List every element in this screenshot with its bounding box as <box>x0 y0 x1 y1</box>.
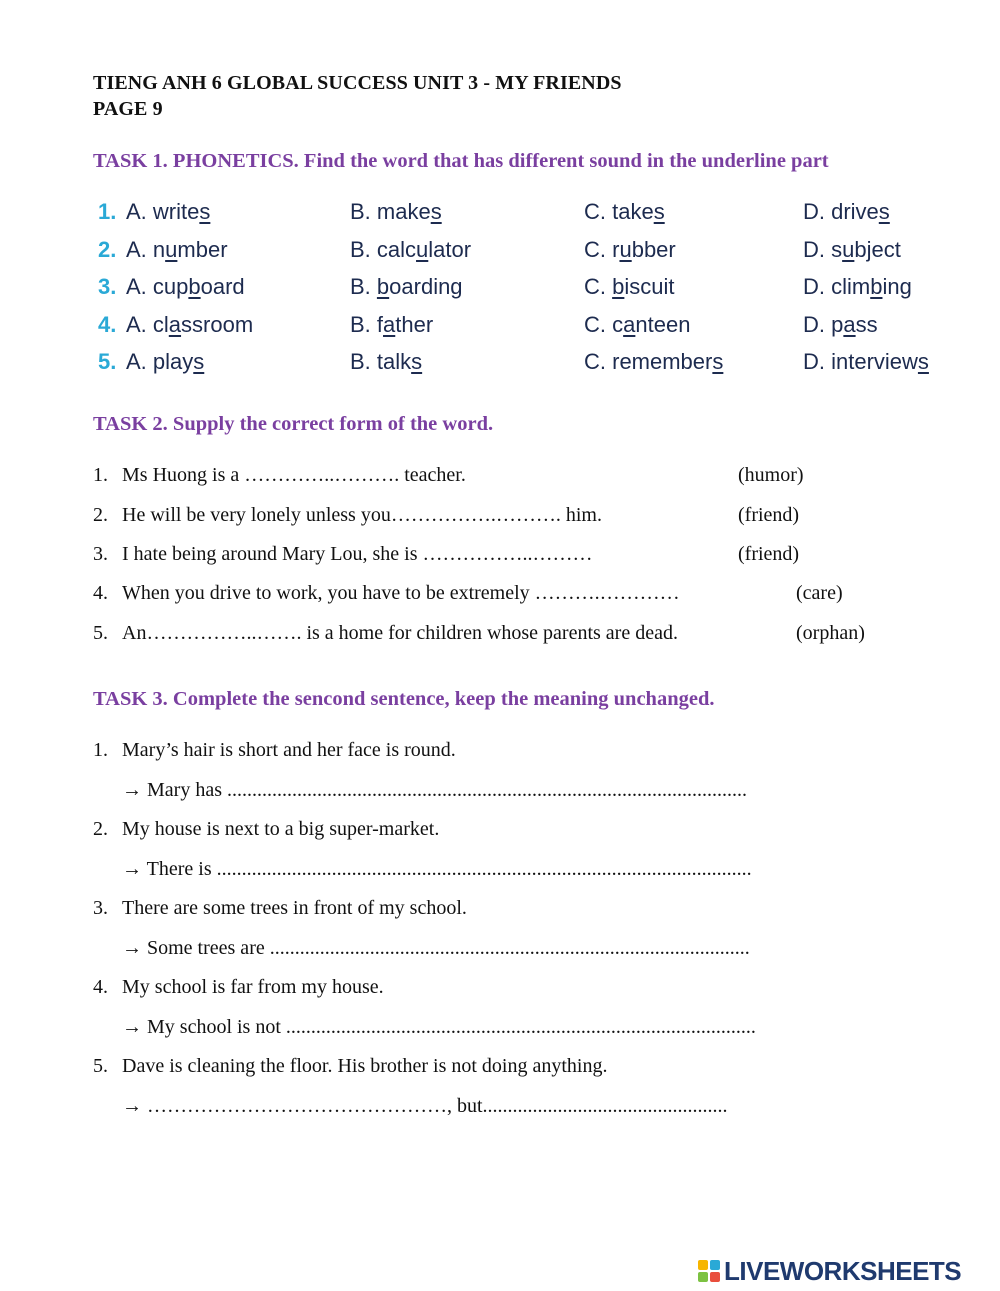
rewrite-answer-line[interactable]: → There is ........................................................................................................... <box>122 858 752 880</box>
option-text: A. cup <box>126 274 189 299</box>
item-number: 2. <box>93 504 108 526</box>
page-number: PAGE 9 <box>93 98 163 120</box>
word-hint: (humor) <box>738 464 804 486</box>
answer-option[interactable] <box>803 199 890 225</box>
question-number: 4. <box>98 312 117 337</box>
question-number: 2. <box>98 237 117 262</box>
option-text: C. c <box>584 312 624 337</box>
underlined-letters: a <box>383 312 396 337</box>
option-text: iscuit <box>624 274 675 299</box>
answer-option[interactable] <box>350 237 471 263</box>
item-sentence: There are some trees in front of my school. <box>122 897 467 919</box>
phonetics-question-row <box>98 349 958 379</box>
answer-option[interactable] <box>126 349 204 375</box>
underlined-letters: s <box>653 199 665 224</box>
option-text: lator <box>428 237 472 262</box>
liveworksheets-logo <box>697 1256 997 1286</box>
option-text: C. <box>584 274 613 299</box>
underlined-letters: s <box>917 349 929 374</box>
item-number: 1. <box>93 464 108 486</box>
option-text: D. s <box>803 237 843 262</box>
item-number: 5. <box>93 622 108 644</box>
question-number: 3. <box>98 274 117 299</box>
option-text: bject <box>854 237 901 262</box>
question-number: 1. <box>98 199 117 224</box>
option-text: B. make <box>350 199 431 224</box>
answer-option[interactable] <box>126 237 228 263</box>
rewrite-answer-line[interactable]: → Some trees are ................................................................................................ <box>122 937 750 959</box>
answer-option[interactable] <box>126 312 253 338</box>
option-text: D. p <box>803 312 844 337</box>
item-number: 3. <box>93 543 108 565</box>
item-sentence: My school is far from my house. <box>122 976 384 998</box>
answer-option[interactable] <box>803 274 912 300</box>
answer-option[interactable] <box>350 312 433 338</box>
item-number: 5. <box>93 1055 108 1077</box>
underlined-letters: s <box>411 349 423 374</box>
underlined-letters: a <box>168 312 182 337</box>
liveworksheets-logo-icon <box>697 1259 721 1283</box>
answer-option[interactable] <box>803 237 901 263</box>
underlined-letters: s <box>878 199 890 224</box>
option-text: B. talk <box>350 349 412 374</box>
option-text: ther <box>395 312 434 337</box>
underlined-letters: u <box>165 237 178 262</box>
option-text: A. n <box>126 237 166 262</box>
rewrite-answer-line[interactable]: → ………………………………………, but................................................. <box>122 1095 728 1117</box>
word-hint: (friend) <box>738 543 800 565</box>
answer-option[interactable] <box>350 199 442 225</box>
phonetics-question-row <box>98 237 958 267</box>
item-number: 1. <box>93 739 108 761</box>
option-text: C. take <box>584 199 654 224</box>
item-sentence: Dave is cleaning the floor. His brother is not doing anything. <box>122 1055 608 1077</box>
task1-heading: TASK 1. PHONETICS. Find the word that has different sound in the underline part <box>93 150 829 172</box>
phonetics-question-row <box>98 274 958 304</box>
underlined-letters: a <box>843 312 856 337</box>
item-sentence: I hate being around Mary Lou, she is ……………..……… <box>122 543 593 565</box>
item-number: 4. <box>93 582 108 604</box>
underlined-letters: a <box>623 312 636 337</box>
option-text: A. play <box>126 349 194 374</box>
option-text: nteen <box>635 312 691 337</box>
underlined-letters: u <box>842 237 855 262</box>
underlined-letters: s <box>199 199 211 224</box>
item-sentence: When you drive to work, you have to be extremely ……….………… <box>122 582 680 604</box>
answer-option[interactable] <box>126 199 210 225</box>
item-number: 4. <box>93 976 108 998</box>
question-number: 5. <box>98 349 117 374</box>
item-sentence: Mary’s hair is short and her face is round. <box>122 739 456 761</box>
item-sentence: An……………..……. is a home for children whose parents are dead. <box>122 622 678 644</box>
underlined-letters: s <box>712 349 724 374</box>
phonetics-question-row <box>98 199 958 229</box>
option-text: C. remember <box>584 349 713 374</box>
word-hint: (care) <box>796 582 843 604</box>
rewrite-answer-line[interactable]: → My school is not .............................................................................................. <box>122 1016 756 1038</box>
option-text: A. write <box>126 199 200 224</box>
phonetics-question-row <box>98 312 958 342</box>
option-text: ss <box>855 312 878 337</box>
answer-option[interactable] <box>350 274 463 300</box>
answer-option[interactable] <box>126 274 245 300</box>
answer-option[interactable] <box>584 199 665 225</box>
option-text: oard <box>200 274 245 299</box>
option-text: B. f <box>350 312 384 337</box>
option-text: C. r <box>584 237 620 262</box>
item-sentence: My house is next to a big super-market. <box>122 818 440 840</box>
option-text: D. clim <box>803 274 871 299</box>
item-number: 3. <box>93 897 108 919</box>
answer-option[interactable] <box>803 312 878 338</box>
answer-option[interactable] <box>803 349 929 375</box>
underlined-letters: u <box>416 237 429 262</box>
item-sentence: Ms Huong is a …………..………. teacher. <box>122 464 466 486</box>
option-text: B. calc <box>350 237 417 262</box>
answer-option[interactable] <box>350 349 422 375</box>
underlined-letters: b <box>870 274 883 299</box>
answer-option[interactable] <box>584 349 723 375</box>
worksheet-title: TIENG ANH 6 GLOBAL SUCCESS UNIT 3 - MY FRIENDS <box>93 72 622 94</box>
underlined-letters: b <box>188 274 201 299</box>
item-number: 2. <box>93 818 108 840</box>
answer-option[interactable] <box>584 274 675 300</box>
underlined-letters: b <box>376 274 390 299</box>
answer-option[interactable] <box>584 237 676 263</box>
task3-heading: TASK 3. Complete the sencond sentence, keep the meaning unchanged. <box>93 688 715 710</box>
answer-option[interactable] <box>584 312 690 338</box>
underlined-letters: s <box>430 199 442 224</box>
option-text: bber <box>631 237 676 262</box>
underlined-letters: u <box>619 237 632 262</box>
task2-heading: TASK 2. Supply the correct form of the word. <box>93 413 494 435</box>
option-text: oarding <box>389 274 463 299</box>
option-text: A. cl <box>126 312 169 337</box>
option-text: D. interview <box>803 349 918 374</box>
option-text: B. <box>350 274 377 299</box>
option-text: D. drive <box>803 199 879 224</box>
underlined-letters: s <box>193 349 205 374</box>
option-text: ssroom <box>181 312 254 337</box>
word-hint: (friend) <box>738 504 800 526</box>
rewrite-answer-line[interactable]: → Mary has ........................................................................................................ <box>122 779 747 801</box>
option-text: ing <box>882 274 912 299</box>
option-text: mber <box>177 237 228 262</box>
logo-wordmark: LIVEWORKSHEETS <box>724 1256 962 1286</box>
item-sentence: He will be very lonely unless you…………….………. him. <box>122 504 602 526</box>
underlined-letters: b <box>612 274 625 299</box>
word-hint: (orphan) <box>796 622 865 644</box>
